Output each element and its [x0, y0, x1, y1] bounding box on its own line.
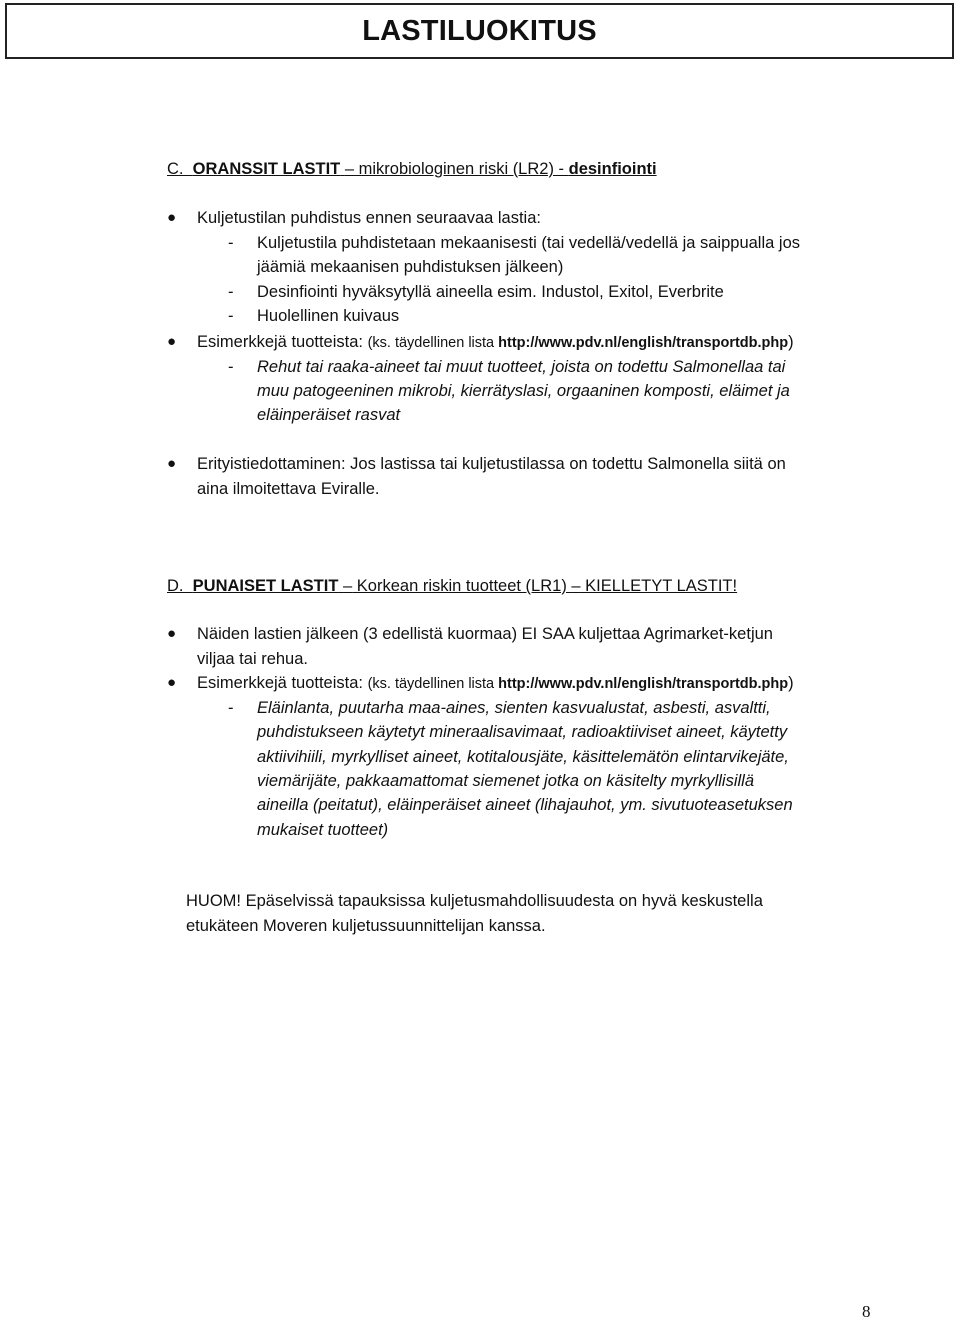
- d-example-3: aktiivihiili, myrkylliset aineet, kotitalousjäte, käsittelemätön elintarvikejäte,: [257, 748, 789, 766]
- c-bullet-cleaning: Kuljetustilan puhdistus ennen seuraavaa lastia:: [197, 209, 541, 227]
- d-example-4: viemärijäte, pakkaamattomat siemenet jotka on käsitelty myrkyllisillä: [257, 772, 755, 790]
- sub-dash: -: [228, 307, 234, 325]
- sub-dash: -: [228, 358, 234, 376]
- d-restriction-1: Näiden lastien jälkeen (3 edellistä kuormaa) EI SAA kuljettaa Agrimarket-ketjun: [197, 625, 773, 643]
- d-restriction-2: viljaa tai rehua.: [197, 650, 308, 668]
- transportdb-link[interactable]: http://www.pdv.nl/english/transportdb.php: [498, 335, 789, 351]
- d-example-2: puhdistukseen käytetyt mineraalisavimaat, radioaktiiviset aineet, käytetty: [257, 723, 788, 741]
- c-sub-mechanical-2: jäämiä mekaanisen puhdistuksen jälkeen): [257, 258, 564, 276]
- bullet-icon: ●: [167, 455, 177, 472]
- transportdb-link[interactable]: http://www.pdv.nl/english/transportdb.php: [498, 676, 789, 692]
- note-line-2: etukäteen Moveren kuljetussuunnittelijan kanssa.: [186, 917, 546, 935]
- c-example-3: eläinperäiset rasvat: [257, 406, 401, 424]
- note-line-1: HUOM! Epäselvissä tapauksissa kuljetusmahdollisuudesta on hyvä keskustella: [186, 892, 763, 910]
- sub-dash: -: [228, 283, 234, 301]
- c-bullet-examples: Esimerkkejä tuotteista: (ks. täydellinen lista http://www.pdv.nl/english/transportdb.php): [197, 333, 794, 351]
- sub-dash: -: [228, 234, 234, 252]
- section-c-heading: C. ORANSSIT LASTIT – mikrobiologinen riski (LR2) - desinfiointi: [167, 160, 657, 178]
- d-example-1: Eläinlanta, puutarha maa-aines, sienten kasvualustat, asbesti, asvaltti,: [257, 699, 771, 717]
- title-box: [5, 3, 954, 59]
- c-sub-drying: Huolellinen kuivaus: [257, 307, 400, 325]
- bullet-icon: ●: [167, 333, 177, 350]
- c-example-2: muu patogeeninen mikrobi, kierrätyslasi, orgaaninen komposti, eläimet ja: [257, 382, 790, 400]
- bullet-icon: ●: [167, 209, 177, 226]
- bullet-icon: ●: [167, 625, 177, 642]
- note-label: HUOM!: [186, 892, 241, 910]
- section-d-heading: D. PUNAISET LASTIT – Korkean riskin tuotteet (LR1) – KIELLETYT LASTIT!: [167, 577, 738, 595]
- c-sub-mechanical-1: Kuljetustila puhdistetaan mekaanisesti (tai vedellä/vedellä ja saippualla jos: [257, 234, 800, 252]
- c-example-1: Rehut tai raaka-aineet tai muut tuotteet, joista on todettu Salmonellaa tai: [257, 358, 786, 376]
- bullet-icon: ●: [167, 674, 177, 691]
- d-bullet-examples: Esimerkkejä tuotteista: (ks. täydellinen lista http://www.pdv.nl/english/transportdb.php): [197, 674, 794, 692]
- sub-dash: -: [228, 699, 234, 717]
- c-sub-disinfection: Desinfiointi hyväksytyllä aineella esim. Industol, Exitol, Everbrite: [257, 283, 724, 301]
- c-notification-1: Erityistiedottaminen: Jos lastissa tai kuljetustilassa on todettu Salmonella siitä on: [197, 455, 786, 473]
- page-number: 8: [862, 1302, 871, 1321]
- d-example-6: mukaiset tuotteet): [257, 821, 389, 839]
- c-notification-2: aina ilmoitettava Eviralle.: [197, 480, 380, 498]
- page-title: LASTILUOKITUS: [362, 14, 597, 47]
- d-example-5: aineilla (peitatut), eläinperäiset aineet (lihajauhot, ym. sivutuoteasetuksen: [257, 796, 793, 814]
